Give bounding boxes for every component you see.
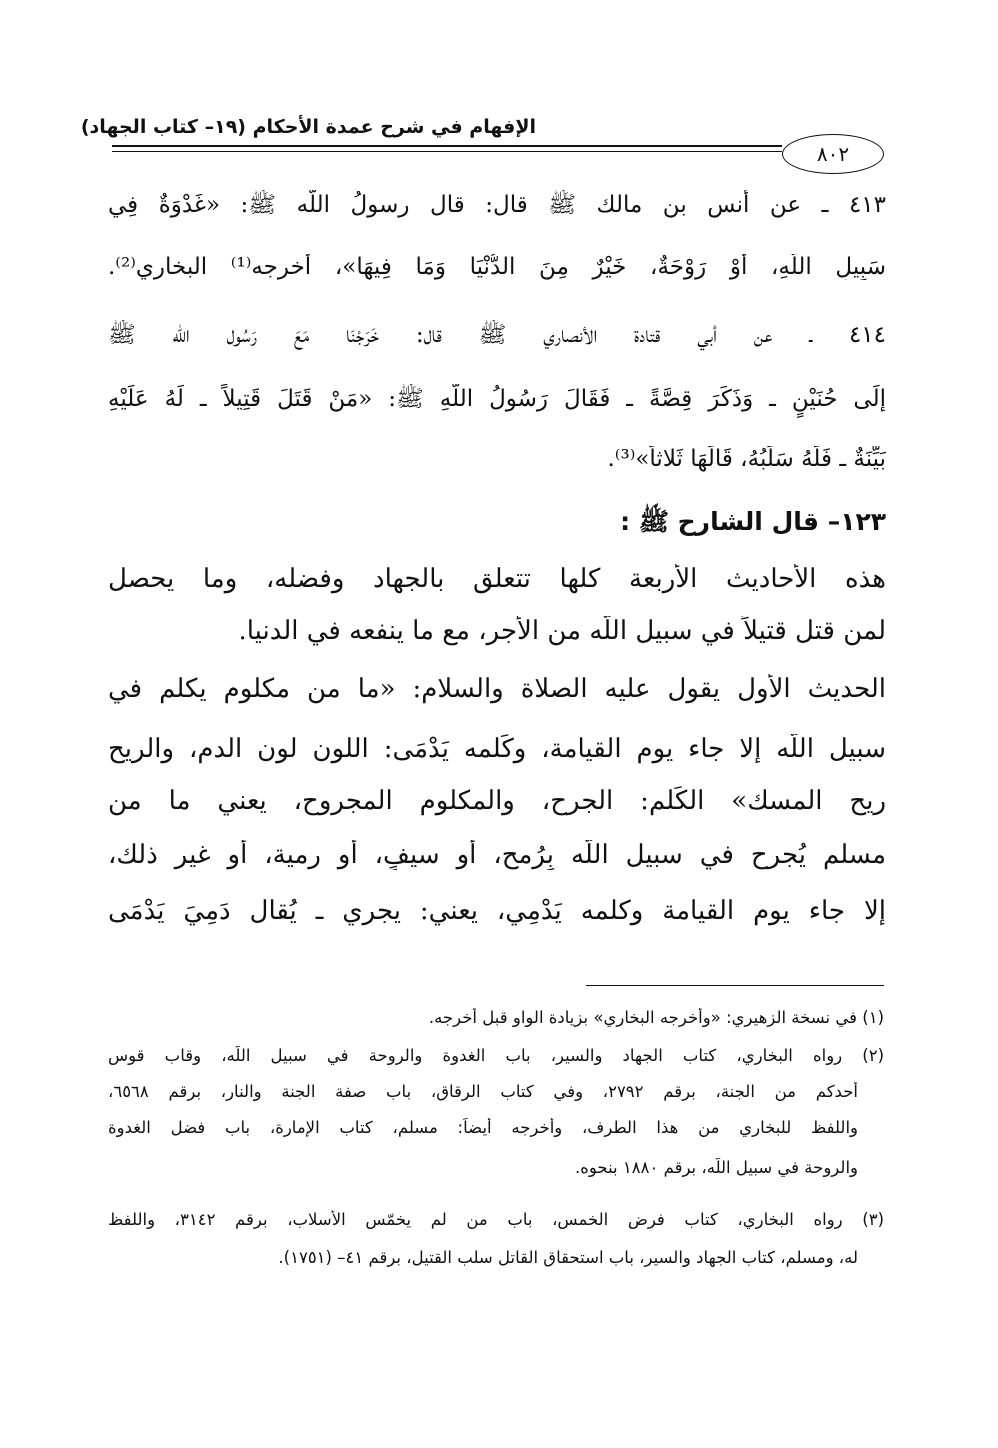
footnote-line: (٢) رواه البخاري، كتاب الجهاد والسير، باب الغدوة والروحة في سبيل اللّه، وقاب قوس — [108, 1046, 884, 1065]
commentary-line: سبيل اللّه إلا جاء يوم القيامة، وكَلمه يَدْمَى: اللون لون الدم، والريح — [108, 734, 886, 764]
footnote-line: واللفظ للبخاري من هذا الطرف، وأخرجه أيضاً: مسلم، كتاب الإمارة، باب فضل الغدوة — [108, 1118, 858, 1137]
footnote-line: والروحة في سبيل اللّه، برقم ١٨٨٠ بنحوه. — [575, 1158, 858, 1177]
commentary-line: هذه الأحاديث الأربعة كلها تتعلق بالجهاد وفضله، وما يحصل — [108, 564, 886, 594]
hadith-line: ٤١٤ ـ عن أبي قتادة الأنصاري ﷺ قال: خَرَجْنَا مَعَ رَسُول اللّه ﷺ — [108, 322, 886, 348]
hadith-line: بَيِّنَةٌ ـ فَلَهُ سَلَبُهُ، قَالَهَا ثَلاثاً»⁽³⁾. — [607, 446, 886, 472]
running-title: الإفهام في شرح عمدة الأحكام (١٩– كتاب الجهاد) — [80, 116, 536, 138]
footnote-line: أحدكم من الجنة، برقم ٢٧٩٢، وفي كتاب الرقاق، باب صفة الجنة والنار، برقم ٦٥٦٨، — [108, 1082, 858, 1101]
hadith-line: ٤١٣ ـ عن أنس بن مالك ﷺ قال: قال رسولُ اللّه ﷺ: «غَدْوَةٌ فِي — [108, 192, 886, 218]
footnote-line: له، ومسلم، كتاب الجهاد والسير، باب استحقاق القاتل سلب القتيل، برقم ٤١– (١٧٥١). — [278, 1248, 858, 1267]
commentary-line: الحديث الأول يقول عليه الصلاة والسلام: «ما من مكلوم يكلم في — [108, 674, 886, 704]
hadith-line: سَبِيلِ اللّهِ، أَوْ رَوْحَةٌ، خَيْرٌ مِنَ الدُّنْيَا وَمَا فِيهَا»، أخرجه⁽¹⁾ البخاري⁽²⁾. — [108, 254, 886, 280]
header-rule-thick — [112, 145, 782, 147]
header-rule-thin — [112, 151, 782, 152]
hadith-line: إلَى حُنَيْنٍ ـ وَذَكَرَ قِصَّةً ـ فَقَالَ رَسُولُ اللّهِ ﷺ: «مَنْ قَتَلَ قَتِيلاً ـ لَهُ عَلَيْهِ — [108, 386, 886, 412]
section-heading: ١٢٣– قال الشارح ﷺ : — [620, 507, 886, 536]
commentary-line: ريح المسك» الكَلم: الجرح، والمكلوم المجروح، يعني ما من — [108, 786, 886, 816]
footnote-line: (١) في نسخة الزهيري: «وأخرجه البخاري» بزيادة الواو قبل أخرجه. — [428, 1008, 884, 1027]
commentary-line: لمن قتل قتيلاً في سبيل اللّه من الأجر، مع ما ينفعه في الدنيا. — [238, 616, 886, 646]
page-number: ٨٠٢ — [782, 134, 884, 174]
page-header — [80, 110, 884, 178]
footnote-line: (٣) رواه البخاري، كتاب فرض الخمس، باب من لم يخمّس الأسلاب، برقم ٣١٤٢، واللفظ — [108, 1210, 884, 1229]
commentary-line: إلا جاء يوم القيامة وكلمه يَدْمِي، يعني: يجري ـ يُقال دَمِيَ يَدْمَى — [108, 896, 886, 926]
footnote-separator — [586, 985, 884, 986]
commentary-line: مسلم يُجرح في سبيل اللّه بِرُمحٍ، أو سيفٍ، أو رمية، أو غير ذلك، — [108, 840, 886, 870]
